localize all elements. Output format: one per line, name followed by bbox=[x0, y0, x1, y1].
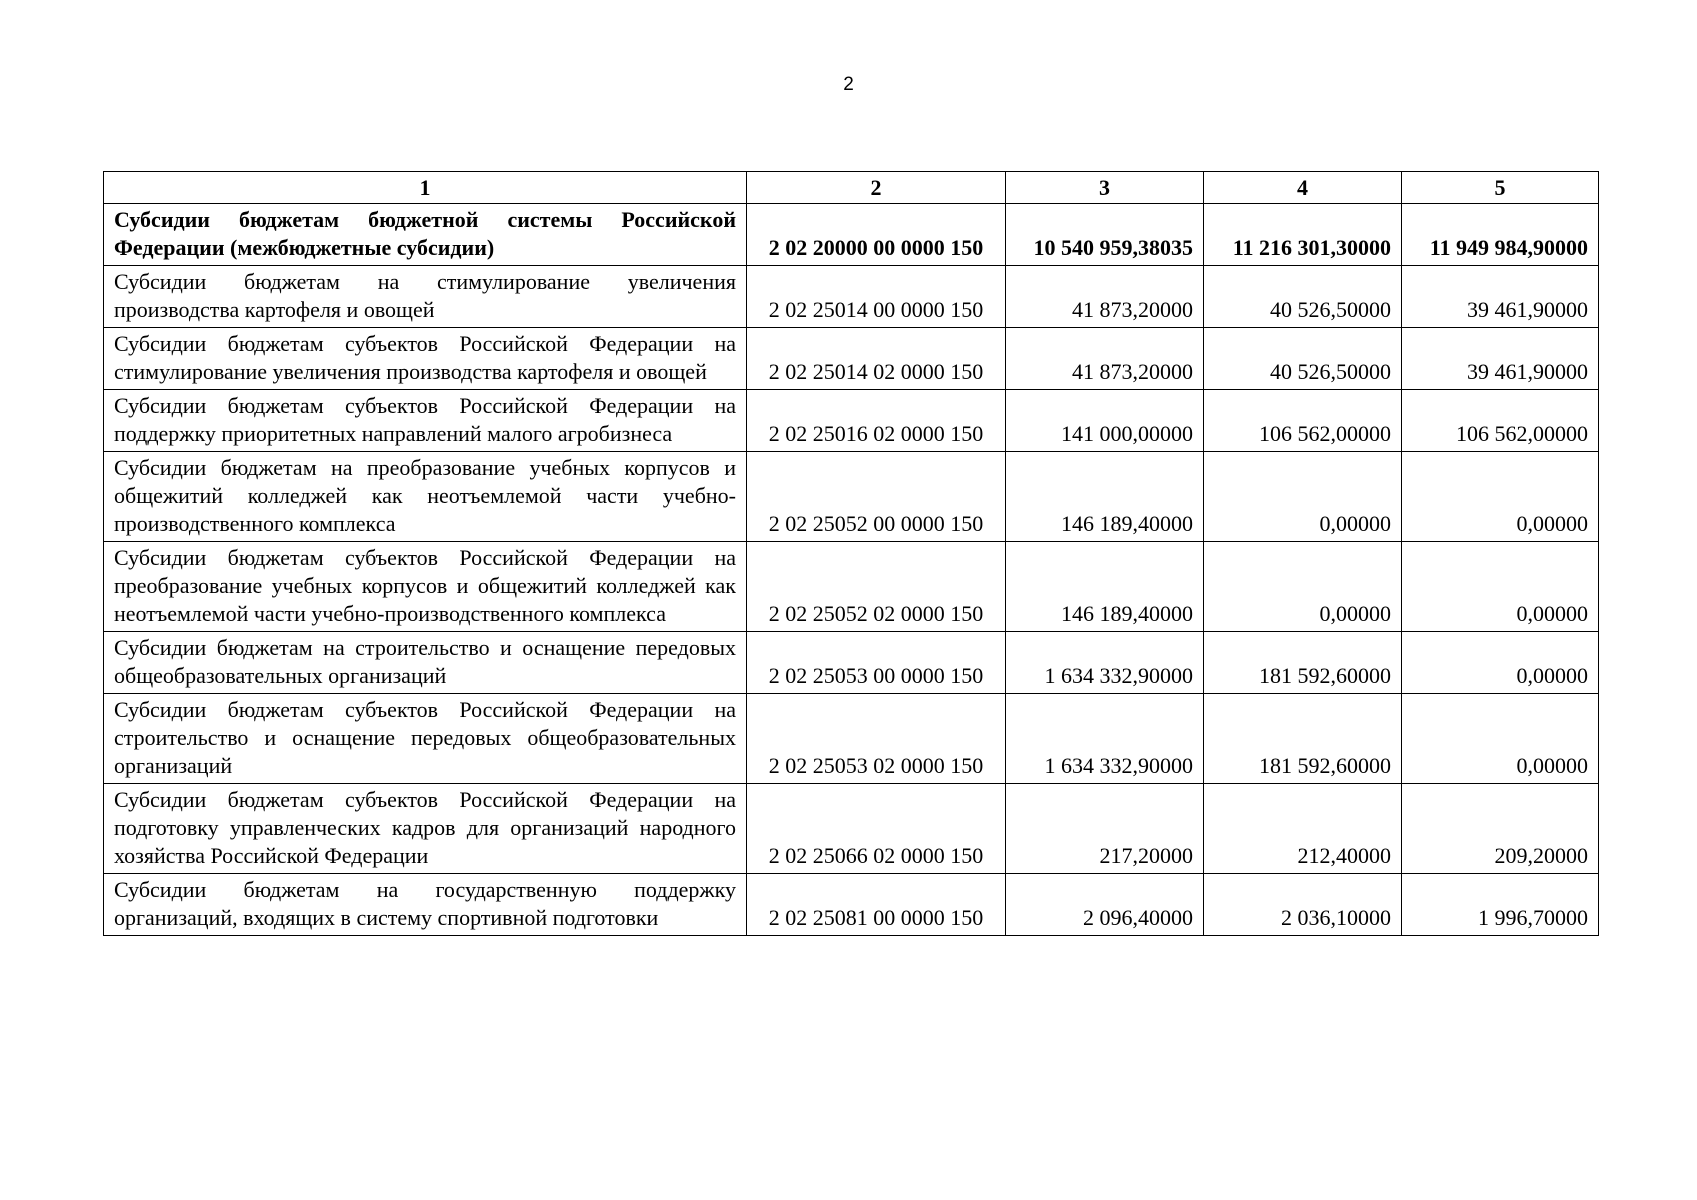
row-value-col3: 2 096,40000 bbox=[1006, 874, 1204, 936]
row-name: Субсидии бюджетам на стимулирование увеличения производства картофеля и овощей bbox=[104, 266, 747, 328]
table-header-row bbox=[104, 172, 1599, 204]
row-value-col5: 209,20000 bbox=[1402, 784, 1599, 874]
row-name: Субсидии бюджетам на государственную поддержку организаций, входящих в систему спортивной подготовки bbox=[104, 874, 747, 936]
row-name: Субсидии бюджетам бюджетной системы Российской Федерации (межбюджетные субсидии) bbox=[104, 204, 747, 266]
row-name: Субсидии бюджетам субъектов Российской Федерации на поддержку приоритетных направлений малого агробизнеса bbox=[104, 390, 747, 452]
table-row bbox=[104, 452, 1599, 542]
table-row bbox=[104, 390, 1599, 452]
row-value-col5: 106 562,00000 bbox=[1402, 390, 1599, 452]
row-name: Субсидии бюджетам субъектов Российской Федерации на преобразование учебных корпусов и общежитий колледжей как неотъемлемой части учебно-производственного комплекса bbox=[104, 542, 747, 632]
page-number: 2 bbox=[843, 74, 854, 95]
row-code: 2 02 25066 02 0000 150 bbox=[747, 784, 1006, 874]
row-value-col4: 0,00000 bbox=[1204, 542, 1402, 632]
row-value-col4: 212,40000 bbox=[1204, 784, 1402, 874]
row-value-col3: 146 189,40000 bbox=[1006, 542, 1204, 632]
row-value-col4: 106 562,00000 bbox=[1204, 390, 1402, 452]
row-value-col4: 181 592,60000 bbox=[1204, 632, 1402, 694]
row-value-col3: 41 873,20000 bbox=[1006, 328, 1204, 390]
row-value-col5: 1 996,70000 bbox=[1402, 874, 1599, 936]
row-code: 2 02 20000 00 0000 150 bbox=[747, 204, 1006, 266]
row-value-col5: 0,00000 bbox=[1402, 694, 1599, 784]
row-value-col5: 0,00000 bbox=[1402, 632, 1599, 694]
row-value-col5: 11 949 984,90000 bbox=[1402, 204, 1599, 266]
table-row bbox=[104, 542, 1599, 632]
row-value-col4: 181 592,60000 bbox=[1204, 694, 1402, 784]
table-body bbox=[104, 204, 1599, 936]
column-header-2: 2 bbox=[747, 172, 1006, 204]
column-header-5: 5 bbox=[1402, 172, 1599, 204]
row-value-col4: 2 036,10000 bbox=[1204, 874, 1402, 936]
row-value-col4: 11 216 301,30000 bbox=[1204, 204, 1402, 266]
table-row bbox=[104, 784, 1599, 874]
row-code: 2 02 25014 02 0000 150 bbox=[747, 328, 1006, 390]
row-code: 2 02 25052 00 0000 150 bbox=[747, 452, 1006, 542]
row-value-col3: 141 000,00000 bbox=[1006, 390, 1204, 452]
row-code: 2 02 25052 02 0000 150 bbox=[747, 542, 1006, 632]
row-value-col3: 10 540 959,38035 bbox=[1006, 204, 1204, 266]
row-name: Субсидии бюджетам субъектов Российской Федерации на строительство и оснащение передовых общеобразовательных организаций bbox=[104, 694, 747, 784]
table-row bbox=[104, 694, 1599, 784]
row-value-col3: 1 634 332,90000 bbox=[1006, 694, 1204, 784]
row-value-col3: 217,20000 bbox=[1006, 784, 1204, 874]
row-value-col4: 40 526,50000 bbox=[1204, 266, 1402, 328]
row-value-col5: 0,00000 bbox=[1402, 542, 1599, 632]
row-value-col4: 40 526,50000 bbox=[1204, 328, 1402, 390]
row-code: 2 02 25053 02 0000 150 bbox=[747, 694, 1006, 784]
row-name: Субсидии бюджетам субъектов Российской Федерации на подготовку управленческих кадров для организаций народного хозяйства Российской Федерации bbox=[104, 784, 747, 874]
row-value-col3: 1 634 332,90000 bbox=[1006, 632, 1204, 694]
row-name: Субсидии бюджетам субъектов Российской Федерации на стимулирование увеличения производства картофеля и овощей bbox=[104, 328, 747, 390]
row-name: Субсидии бюджетам на строительство и оснащение передовых общеобразовательных организаций bbox=[104, 632, 747, 694]
row-value-col3: 41 873,20000 bbox=[1006, 266, 1204, 328]
column-header-3: 3 bbox=[1006, 172, 1204, 204]
table-row bbox=[104, 328, 1599, 390]
row-value-col4: 0,00000 bbox=[1204, 452, 1402, 542]
row-value-col3: 146 189,40000 bbox=[1006, 452, 1204, 542]
row-value-col5: 0,00000 bbox=[1402, 452, 1599, 542]
row-code: 2 02 25014 00 0000 150 bbox=[747, 266, 1006, 328]
row-value-col5: 39 461,90000 bbox=[1402, 328, 1599, 390]
column-header-4: 4 bbox=[1204, 172, 1402, 204]
column-header-1: 1 bbox=[104, 172, 747, 204]
row-code: 2 02 25081 00 0000 150 bbox=[747, 874, 1006, 936]
table-row bbox=[104, 204, 1599, 266]
row-code: 2 02 25016 02 0000 150 bbox=[747, 390, 1006, 452]
row-value-col5: 39 461,90000 bbox=[1402, 266, 1599, 328]
row-code: 2 02 25053 00 0000 150 bbox=[747, 632, 1006, 694]
budget-table bbox=[103, 171, 1599, 936]
table-row bbox=[104, 632, 1599, 694]
table-row bbox=[104, 266, 1599, 328]
table-row bbox=[104, 874, 1599, 936]
row-name: Субсидии бюджетам на преобразование учебных корпусов и общежитий колледжей как неотъемлемой части учебно-производственного комплекса bbox=[104, 452, 747, 542]
